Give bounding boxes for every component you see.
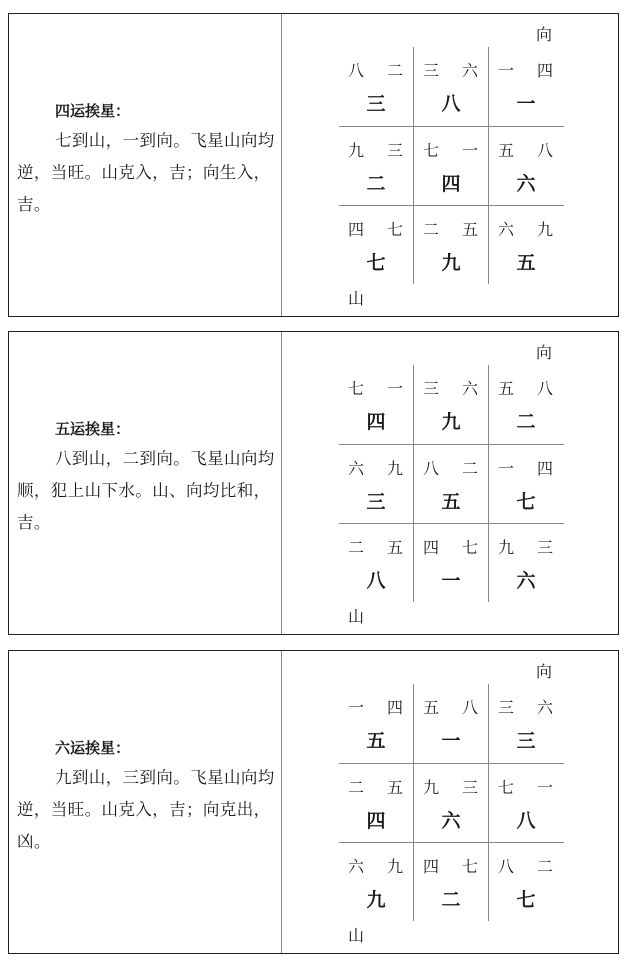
period-star: 八 (366, 570, 386, 592)
palace-cell (489, 843, 563, 922)
palace-cell (339, 764, 413, 843)
panel-title: 五运挨星： (55, 419, 131, 438)
facing-star: 五 (387, 538, 404, 557)
period-star: 四 (366, 411, 386, 433)
palace-cell (339, 445, 413, 524)
palace-cell (339, 127, 413, 206)
facing-star: 二 (462, 459, 479, 478)
facing-star: 七 (462, 857, 479, 876)
flying-star-chart (339, 332, 620, 634)
facing-star: 二 (537, 857, 554, 876)
panel-description (17, 651, 275, 953)
mountain-star: 一 (498, 459, 515, 478)
palace-cell (414, 365, 488, 444)
facing-star: 九 (537, 220, 554, 239)
palace-cell (489, 206, 563, 285)
panel-description (17, 14, 275, 316)
period-star: 五 (441, 491, 461, 513)
mountain-star: 二 (423, 220, 440, 239)
panel-text: 七到山，一到向。飞星山向均逆，当旺。山克入，吉；向生入，吉。 (17, 130, 275, 214)
mountain-star: 八 (348, 61, 365, 80)
mountain-star: 八 (498, 857, 515, 876)
palace-cell (489, 365, 563, 444)
palace-cell (414, 764, 488, 843)
facing-label: 向 (536, 25, 553, 44)
period-star: 二 (516, 411, 536, 433)
period-star: 一 (441, 730, 461, 752)
period-star: 七 (516, 889, 536, 911)
facing-label: 向 (536, 343, 553, 362)
palace-cell (339, 365, 413, 444)
period-star: 三 (516, 730, 536, 752)
panel-title: 六运挨星： (55, 738, 131, 757)
column-divider (281, 332, 282, 634)
facing-star: 九 (387, 459, 404, 478)
facing-star: 三 (462, 778, 479, 797)
period-star: 五 (516, 252, 536, 274)
facing-label: 向 (536, 662, 553, 681)
facing-star: 四 (387, 698, 404, 717)
period-star: 三 (366, 491, 386, 513)
mountain-star: 四 (423, 857, 440, 876)
period-star: 二 (441, 889, 461, 911)
facing-star: 五 (387, 778, 404, 797)
mountain-star: 三 (423, 61, 440, 80)
mountain-star: 八 (423, 459, 440, 478)
palace-cell (489, 445, 563, 524)
panel-text: 九到山，三到向。飞星山向均逆，当旺。山克入，吉；向克出，凶。 (17, 767, 275, 851)
period-star: 二 (366, 173, 386, 195)
column-divider (281, 651, 282, 953)
mountain-star: 二 (348, 778, 365, 797)
mountain-star: 二 (348, 538, 365, 557)
facing-star: 四 (537, 61, 554, 80)
mountain-star: 九 (423, 778, 440, 797)
period-star: 六 (516, 173, 536, 195)
mountain-star: 一 (348, 698, 365, 717)
period-star: 九 (366, 889, 386, 911)
flying-star-panel (8, 650, 619, 954)
facing-star: 二 (387, 61, 404, 80)
mountain-star: 六 (498, 220, 515, 239)
facing-star: 八 (462, 698, 479, 717)
mountain-star: 九 (498, 538, 515, 557)
facing-star: 八 (537, 379, 554, 398)
flying-star-chart (339, 14, 620, 316)
period-star: 四 (441, 173, 461, 195)
sitting-label: 山 (348, 926, 365, 945)
mountain-star: 九 (348, 141, 365, 160)
palace-cell (414, 127, 488, 206)
facing-star: 一 (537, 778, 554, 797)
period-star: 四 (366, 810, 386, 832)
column-divider (281, 14, 282, 316)
palace-cell (414, 445, 488, 524)
sitting-label: 山 (348, 289, 365, 308)
palace-cell (339, 684, 413, 763)
palace-cell (489, 524, 563, 603)
facing-star: 三 (387, 141, 404, 160)
period-star: 七 (516, 491, 536, 513)
mountain-star: 五 (498, 379, 515, 398)
flying-star-panel (8, 13, 619, 317)
period-star: 六 (516, 570, 536, 592)
period-star: 六 (441, 810, 461, 832)
palace-cell (339, 206, 413, 285)
mountain-star: 七 (348, 379, 365, 398)
flying-star-chart (339, 651, 620, 953)
period-star: 八 (516, 810, 536, 832)
period-star: 五 (366, 730, 386, 752)
mountain-star: 三 (498, 698, 515, 717)
palace-cell (414, 843, 488, 922)
mountain-star: 六 (348, 459, 365, 478)
panel-text: 八到山，二到向。飞星山向均顺，犯上山下水。山、向均比和，吉。 (17, 448, 275, 532)
period-star: 九 (441, 252, 461, 274)
mountain-star: 六 (348, 857, 365, 876)
sitting-label: 山 (348, 607, 365, 626)
palace-cell (489, 47, 563, 126)
period-star: 一 (441, 570, 461, 592)
period-star: 七 (366, 252, 386, 274)
palace-cell (339, 843, 413, 922)
panel-description (17, 332, 275, 634)
facing-star: 一 (387, 379, 404, 398)
facing-star: 三 (537, 538, 554, 557)
mountain-star: 四 (348, 220, 365, 239)
palace-cell (489, 127, 563, 206)
facing-star: 六 (537, 698, 554, 717)
facing-star: 八 (537, 141, 554, 160)
mountain-star: 四 (423, 538, 440, 557)
facing-star: 六 (462, 61, 479, 80)
facing-star: 五 (462, 220, 479, 239)
facing-star: 七 (387, 220, 404, 239)
palace-cell (489, 764, 563, 843)
mountain-star: 三 (423, 379, 440, 398)
period-star: 三 (366, 93, 386, 115)
mountain-star: 五 (498, 141, 515, 160)
mountain-star: 七 (423, 141, 440, 160)
mountain-star: 一 (498, 61, 515, 80)
panel-title: 四运挨星： (55, 101, 131, 120)
mountain-star: 五 (423, 698, 440, 717)
palace-cell (414, 47, 488, 126)
period-star: 一 (516, 93, 536, 115)
palace-cell (339, 47, 413, 126)
facing-star: 四 (537, 459, 554, 478)
palace-cell (414, 684, 488, 763)
period-star: 九 (441, 411, 461, 433)
palace-cell (414, 206, 488, 285)
facing-star: 六 (462, 379, 479, 398)
facing-star: 七 (462, 538, 479, 557)
palace-cell (414, 524, 488, 603)
palace-cell (339, 524, 413, 603)
palace-cell (489, 684, 563, 763)
flying-star-panel (8, 331, 619, 635)
mountain-star: 七 (498, 778, 515, 797)
facing-star: 一 (462, 141, 479, 160)
period-star: 八 (441, 93, 461, 115)
facing-star: 九 (387, 857, 404, 876)
